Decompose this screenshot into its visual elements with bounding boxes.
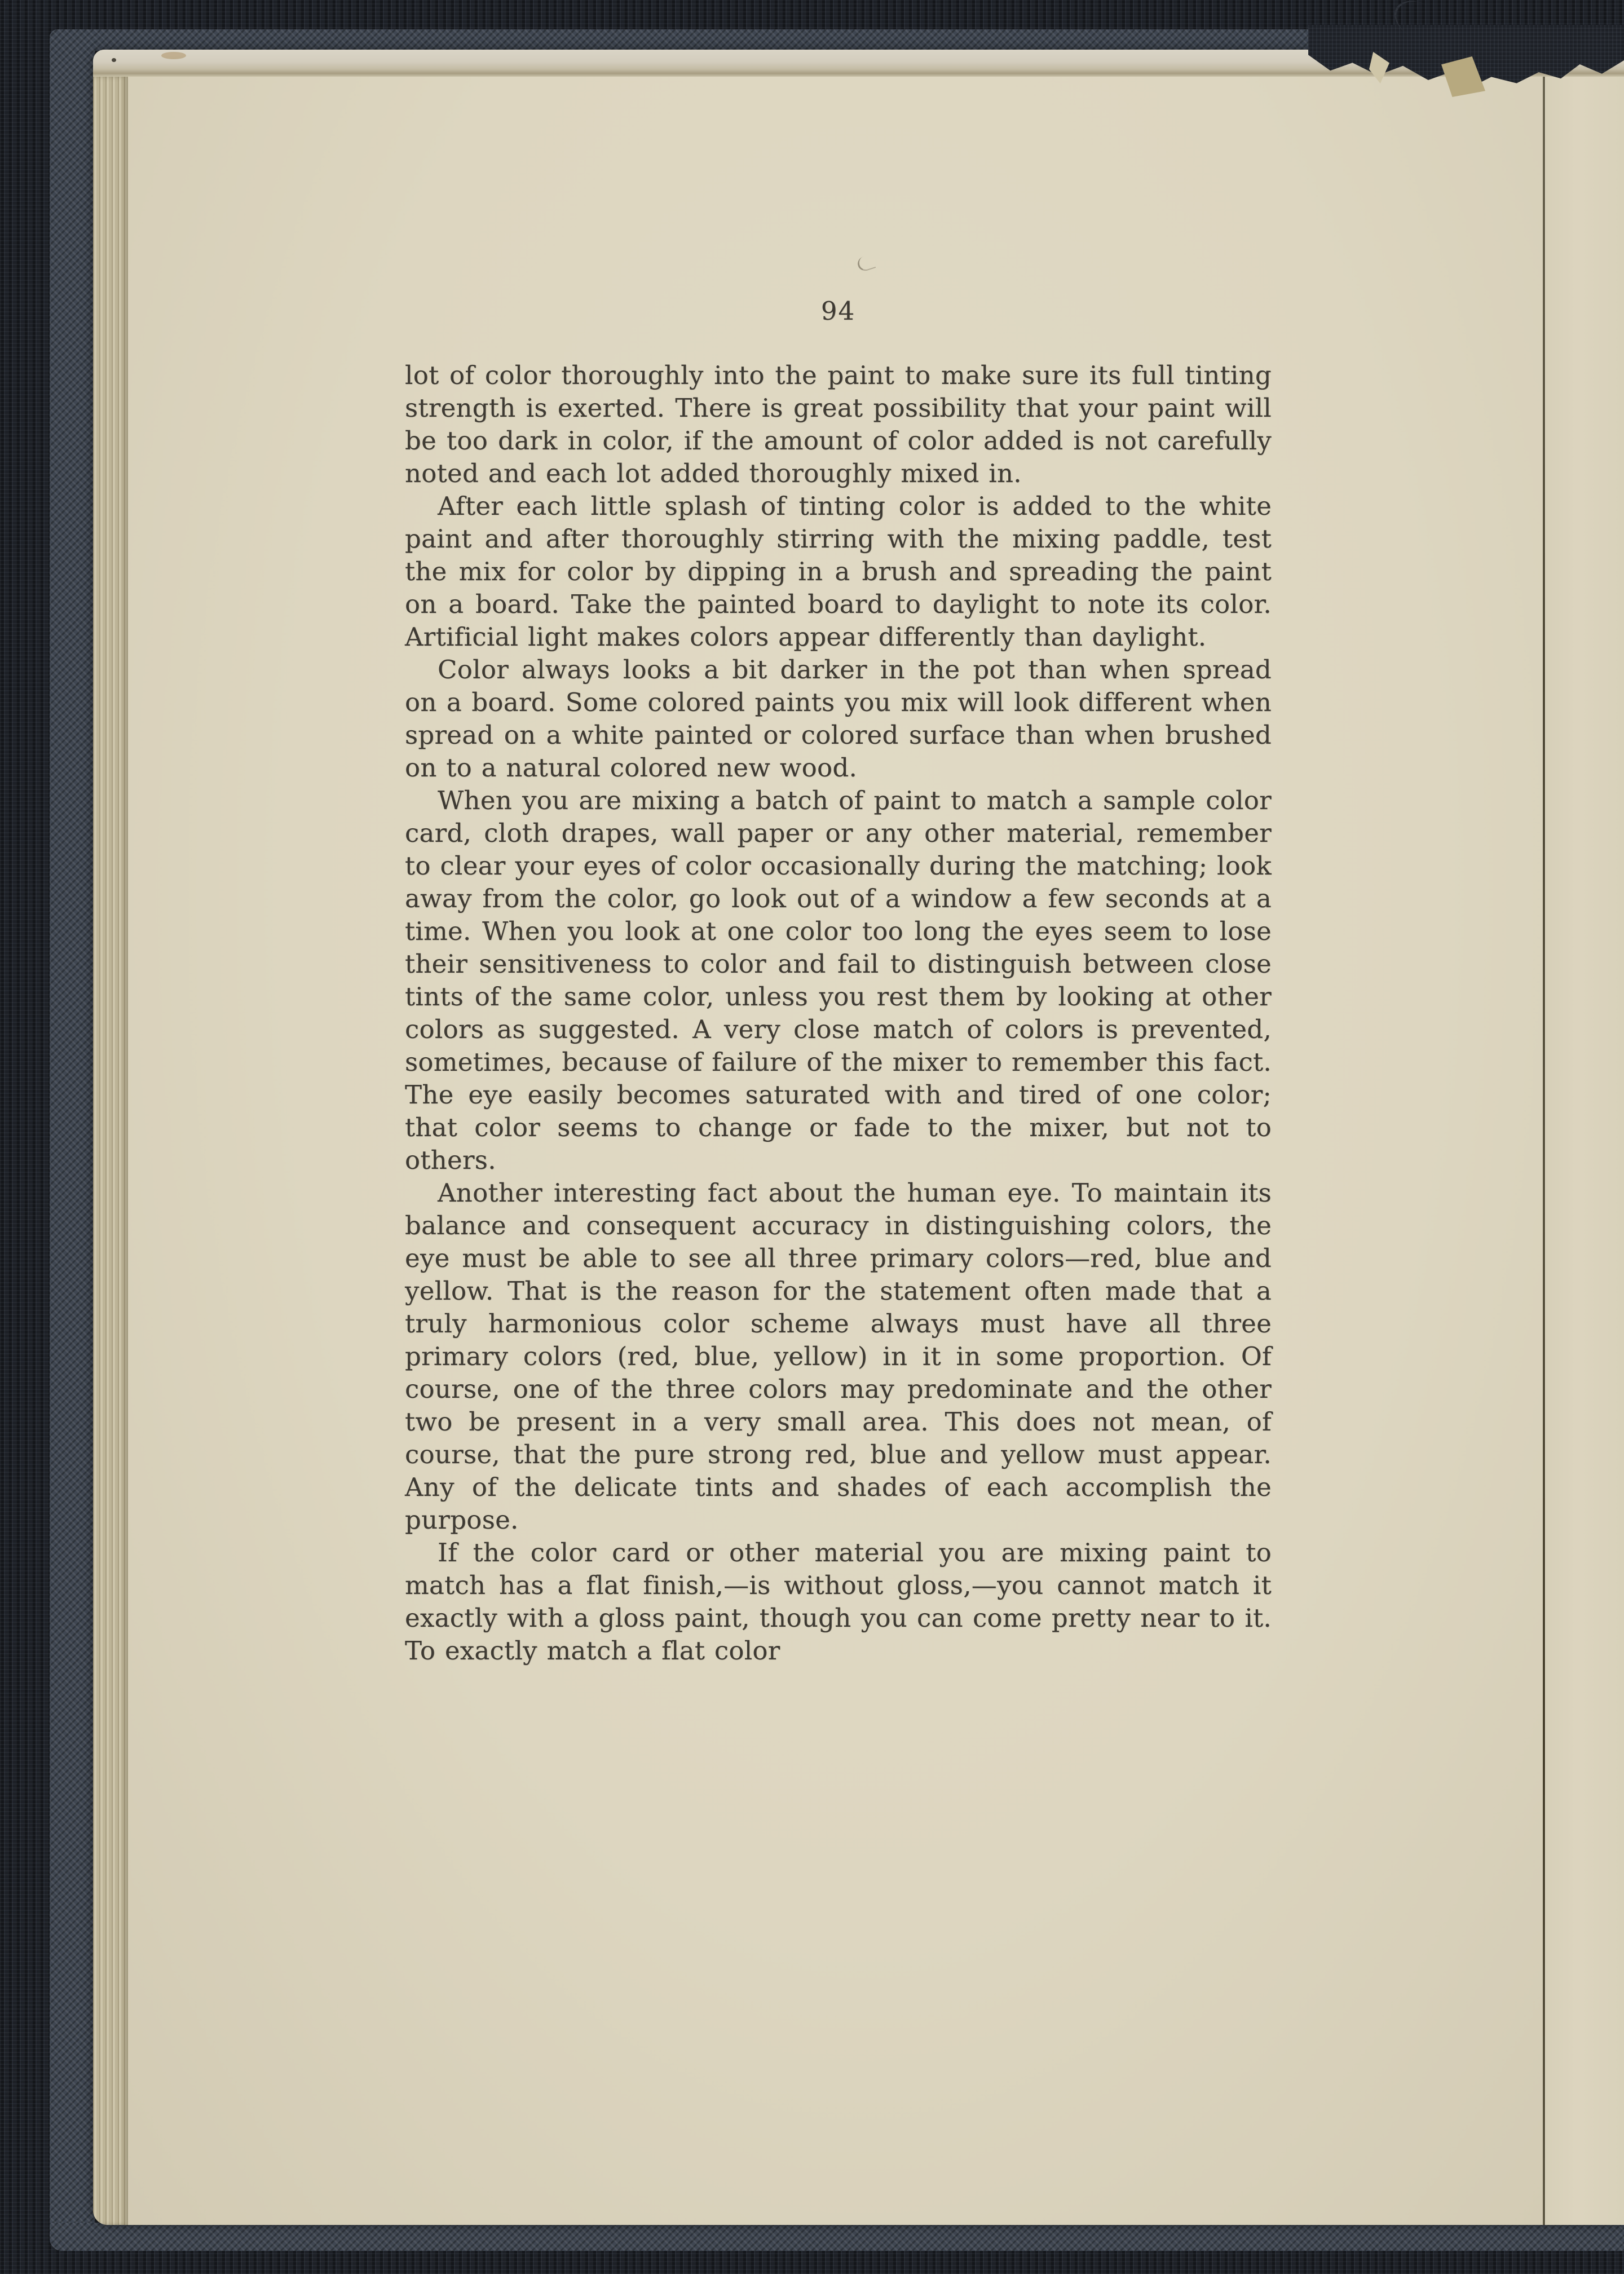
stray-pencil-mark bbox=[856, 254, 876, 273]
cover-turned-edge-left bbox=[50, 29, 95, 2240]
page-number: 94 bbox=[820, 296, 856, 326]
page-fore-edges bbox=[93, 77, 128, 2225]
cover-turned-edge-bottom bbox=[50, 2223, 1624, 2251]
page-text-block bbox=[405, 298, 1272, 1667]
body-paragraph-6: If the color card or other material you are mixing paint to match has a flat finish,—is without gloss,—you cannot match it exactly with a gloss paint, though you can come pretty near to it. To exactly match a flat color bbox=[405, 1538, 1272, 1666]
dust-speck bbox=[112, 58, 116, 62]
page-gutter-crease bbox=[1543, 77, 1545, 2225]
page-stack bbox=[93, 50, 1624, 2225]
adjacent-page-edge bbox=[1545, 77, 1624, 2225]
body-paragraph-4: When you are mixing a batch of paint to match a sample color card, cloth drapes, wall paper or any other material, remember to clear your eyes of color occasionally during the matching; look away from the color, go look out of a window a few seconds at a time. When you look at one color too long the eyes seem to lose their sensitiveness to color and fail to distinguish between close tints of the same color, unless you rest them by looking at other colors as suggested. A very close match of colors is prevented, sometimes, because of failure of the mixer to remember this fact. The eye easily becomes saturated with and tired of one color; that color seems to change or fade to the mixer, but not to others. bbox=[405, 785, 1272, 1175]
body-paragraph-3: Color always looks a bit darker in the pot than when spread on a board. Some colored paints you mix will look different when spread on a white painted or colored surface than when brushed on to a natural colored new wood. bbox=[405, 655, 1272, 783]
stain-mark bbox=[161, 52, 186, 59]
body-paragraph-5: Another interesting fact about the human eye. To maintain its balance and consequent accuracy in distinguishing colors, the eye must be able to see all three primary colors—red, blue and yellow. That is the reason for the statement often made that a truly harmonious color scheme always must have all three primary colors (red, blue, yellow) in it in some proportion. Of course, one of the three colors may predominate and the other two be present in a very small area. This does not mean, of course, that the pure strong red, blue and yellow must appear. Any of the delicate tints and shades of each accomplish the purpose. bbox=[405, 1178, 1272, 1535]
body-paragraph-2: After each little splash of tinting color is added to the white paint and after thoroughly stirring with the mixing paddle, test the mix for color by dipping in a brush and spreading the paint on a board. Take the painted board to daylight to note its color. Artificial light makes colors appear differently than daylight. bbox=[405, 491, 1272, 652]
book-page bbox=[128, 77, 1543, 2225]
body-paragraph-1: lot of color thoroughly into the paint to make sure its full tinting strength is exerted. There is great possibility that your paint will be too dark in color, if the amount of color added is not carefully noted and each lot added thoroughly mixed in. bbox=[405, 360, 1272, 488]
